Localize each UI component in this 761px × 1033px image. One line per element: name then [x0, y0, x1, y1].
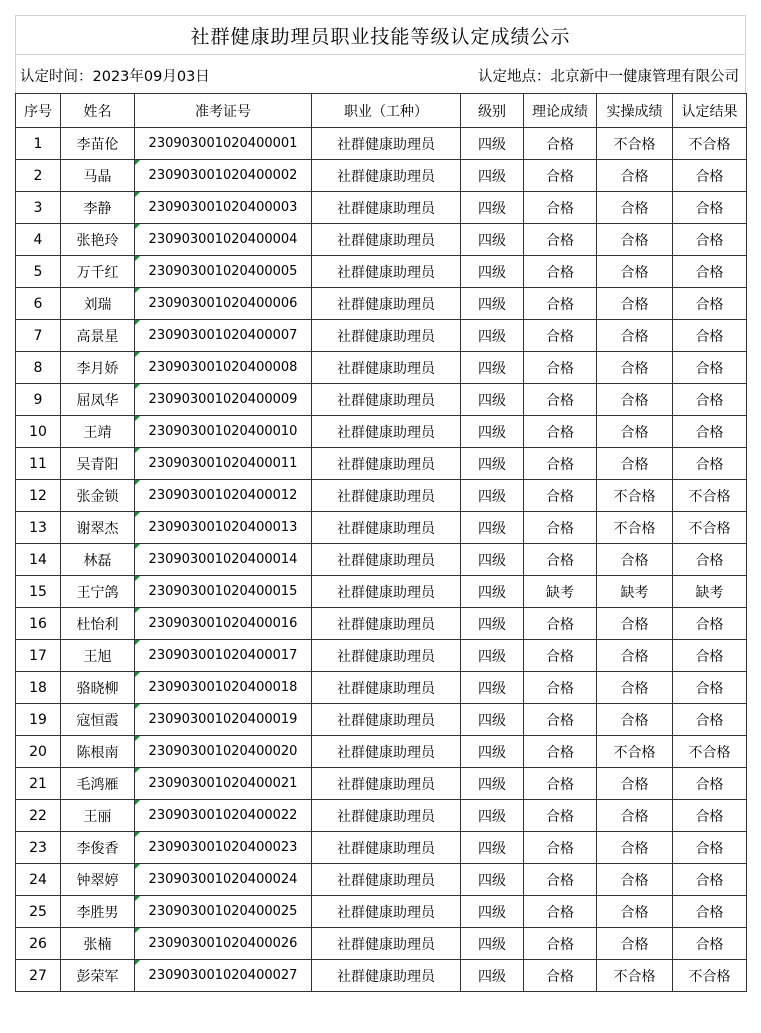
cell-ticket[interactable]: 230903001020400023: [135, 832, 312, 864]
cell-result[interactable]: 合格: [673, 800, 747, 832]
cell-index[interactable]: 20: [16, 736, 61, 768]
cell-practical[interactable]: 合格: [597, 448, 673, 480]
cell-occupation[interactable]: 社群健康助理员: [312, 640, 461, 672]
exam-location: 认定地点：北京新中一健康管理有限公司: [478, 69, 739, 85]
cell-practical[interactable]: 不合格: [597, 480, 673, 512]
cell-theory[interactable]: 缺考: [524, 576, 597, 608]
cell-theory[interactable]: 合格: [524, 480, 597, 512]
cell-result[interactable]: 合格: [673, 704, 747, 736]
cell-index[interactable]: 6: [16, 288, 61, 320]
header-result: 认定结果: [673, 94, 747, 128]
cell-name[interactable]: 谢翠杰: [61, 512, 135, 544]
cell-theory[interactable]: 合格: [524, 960, 597, 992]
cell-index[interactable]: 25: [16, 896, 61, 928]
cell-occupation[interactable]: 社群健康助理员: [312, 736, 461, 768]
cell-theory[interactable]: 合格: [524, 608, 597, 640]
table-row: [16, 256, 747, 288]
table-row: [16, 928, 747, 960]
cell-name[interactable]: 张艳玲: [61, 224, 135, 256]
cell-name[interactable]: 骆晓柳: [61, 672, 135, 704]
table-row: [16, 416, 747, 448]
cell-result[interactable]: 不合格: [673, 128, 747, 160]
cell-name[interactable]: 毛鸿雁: [61, 768, 135, 800]
cell-result[interactable]: 合格: [673, 672, 747, 704]
cell-level[interactable]: 四级: [461, 576, 524, 608]
cell-level[interactable]: 四级: [461, 896, 524, 928]
cell-level[interactable]: 四级: [461, 864, 524, 896]
cell-level[interactable]: 四级: [461, 672, 524, 704]
cell-name[interactable]: 李苗伦: [61, 128, 135, 160]
cell-result[interactable]: 合格: [673, 320, 747, 352]
cell-result[interactable]: 不合格: [673, 512, 747, 544]
cell-index[interactable]: 10: [16, 416, 61, 448]
cell-ticket[interactable]: 230903001020400021: [135, 768, 312, 800]
cell-occupation[interactable]: 社群健康助理员: [312, 576, 461, 608]
cell-practical[interactable]: 合格: [597, 800, 673, 832]
cell-occupation[interactable]: 社群健康助理员: [312, 352, 461, 384]
header-practical: 实操成绩: [597, 94, 673, 128]
cell-index[interactable]: 5: [16, 256, 61, 288]
cell-ticket[interactable]: 230903001020400006: [135, 288, 312, 320]
cell-occupation[interactable]: 社群健康助理员: [312, 160, 461, 192]
table-row: [16, 864, 747, 896]
cell-ticket[interactable]: 230903001020400003: [135, 192, 312, 224]
cell-name[interactable]: 林磊: [61, 544, 135, 576]
cell-ticket[interactable]: 230903001020400008: [135, 352, 312, 384]
table-row: [16, 768, 747, 800]
table-row: [16, 736, 747, 768]
cell-practical[interactable]: 缺考: [597, 576, 673, 608]
cell-ticket[interactable]: 230903001020400016: [135, 608, 312, 640]
cell-occupation[interactable]: 社群健康助理员: [312, 544, 461, 576]
cell-name[interactable]: 张金锁: [61, 480, 135, 512]
cell-occupation[interactable]: 社群健康助理员: [312, 960, 461, 992]
cell-practical[interactable]: 合格: [597, 704, 673, 736]
meta-row: [15, 55, 746, 93]
cell-ticket[interactable]: 230903001020400024: [135, 864, 312, 896]
table-row: [16, 480, 747, 512]
cell-theory[interactable]: 合格: [524, 800, 597, 832]
cell-theory[interactable]: 合格: [524, 384, 597, 416]
cell-practical[interactable]: 合格: [597, 672, 673, 704]
cell-result[interactable]: 合格: [673, 352, 747, 384]
cell-ticket[interactable]: 230903001020400018: [135, 672, 312, 704]
cell-index[interactable]: 19: [16, 704, 61, 736]
cell-level[interactable]: 四级: [461, 352, 524, 384]
cell-name[interactable]: 李月娇: [61, 352, 135, 384]
cell-theory[interactable]: 合格: [524, 704, 597, 736]
cell-occupation[interactable]: 社群健康助理员: [312, 832, 461, 864]
cell-occupation[interactable]: 社群健康助理员: [312, 448, 461, 480]
cell-name[interactable]: 杜怡利: [61, 608, 135, 640]
cell-occupation[interactable]: 社群健康助理员: [312, 928, 461, 960]
table-row: [16, 640, 747, 672]
cell-name[interactable]: 李静: [61, 192, 135, 224]
cell-name[interactable]: 刘瑞: [61, 288, 135, 320]
cell-result[interactable]: 合格: [673, 288, 747, 320]
exam-date: 认定时间：2023年09月03日: [20, 69, 210, 85]
cell-level[interactable]: 四级: [461, 192, 524, 224]
cell-theory[interactable]: 合格: [524, 896, 597, 928]
cell-result[interactable]: 合格: [673, 768, 747, 800]
cell-practical[interactable]: 不合格: [597, 736, 673, 768]
table-row: [16, 704, 747, 736]
cell-occupation[interactable]: 社群健康助理员: [312, 896, 461, 928]
cell-name[interactable]: 寇恒霞: [61, 704, 135, 736]
cell-ticket[interactable]: 230903001020400019: [135, 704, 312, 736]
cell-occupation[interactable]: 社群健康助理员: [312, 192, 461, 224]
cell-level[interactable]: 四级: [461, 640, 524, 672]
cell-name[interactable]: 张楠: [61, 928, 135, 960]
cell-theory[interactable]: 合格: [524, 192, 597, 224]
cell-result[interactable]: 合格: [673, 928, 747, 960]
cell-name[interactable]: 吴青阳: [61, 448, 135, 480]
cell-occupation[interactable]: 社群健康助理员: [312, 704, 461, 736]
cell-level[interactable]: 四级: [461, 480, 524, 512]
cell-theory[interactable]: 合格: [524, 416, 597, 448]
cell-theory[interactable]: 合格: [524, 672, 597, 704]
cell-index[interactable]: 7: [16, 320, 61, 352]
cell-practical[interactable]: 合格: [597, 896, 673, 928]
cell-theory[interactable]: 合格: [524, 288, 597, 320]
table-row: [16, 352, 747, 384]
cell-ticket[interactable]: 230903001020400009: [135, 384, 312, 416]
cell-index[interactable]: 23: [16, 832, 61, 864]
cell-practical[interactable]: 不合格: [597, 128, 673, 160]
cell-name[interactable]: 高景星: [61, 320, 135, 352]
table-header-row: [16, 94, 747, 128]
cell-result[interactable]: 缺考: [673, 576, 747, 608]
cell-theory[interactable]: 合格: [524, 160, 597, 192]
cell-name[interactable]: 屈凤华: [61, 384, 135, 416]
cell-practical[interactable]: 合格: [597, 608, 673, 640]
cell-index[interactable]: 24: [16, 864, 61, 896]
cell-practical[interactable]: 合格: [597, 768, 673, 800]
cell-occupation[interactable]: 社群健康助理员: [312, 384, 461, 416]
cell-practical[interactable]: 合格: [597, 864, 673, 896]
cell-level[interactable]: 四级: [461, 832, 524, 864]
cell-level[interactable]: 四级: [461, 736, 524, 768]
cell-ticket[interactable]: 230903001020400025: [135, 896, 312, 928]
cell-index[interactable]: 8: [16, 352, 61, 384]
header-level: 级别: [461, 94, 524, 128]
header-ticket: 准考证号: [135, 94, 312, 128]
cell-occupation[interactable]: 社群健康助理员: [312, 608, 461, 640]
header-theory: 理论成绩: [524, 94, 597, 128]
cell-practical[interactable]: 合格: [597, 224, 673, 256]
cell-level[interactable]: 四级: [461, 256, 524, 288]
cell-level[interactable]: 四级: [461, 416, 524, 448]
cell-occupation[interactable]: 社群健康助理员: [312, 672, 461, 704]
cell-level[interactable]: 四级: [461, 928, 524, 960]
cell-result[interactable]: 合格: [673, 192, 747, 224]
cell-index[interactable]: 2: [16, 160, 61, 192]
cell-result[interactable]: 合格: [673, 832, 747, 864]
cell-result[interactable]: 合格: [673, 640, 747, 672]
cell-practical[interactable]: 合格: [597, 640, 673, 672]
cell-name[interactable]: 彭荣军: [61, 960, 135, 992]
cell-index[interactable]: 16: [16, 608, 61, 640]
cell-level[interactable]: 四级: [461, 512, 524, 544]
cell-index[interactable]: 27: [16, 960, 61, 992]
table-row: [16, 576, 747, 608]
table-row: [16, 832, 747, 864]
cell-ticket[interactable]: 230903001020400011: [135, 448, 312, 480]
cell-name[interactable]: 李俊香: [61, 832, 135, 864]
cell-occupation[interactable]: 社群健康助理员: [312, 512, 461, 544]
cell-name[interactable]: 陈根南: [61, 736, 135, 768]
table-row: [16, 448, 747, 480]
cell-theory[interactable]: 合格: [524, 928, 597, 960]
cell-occupation[interactable]: 社群健康助理员: [312, 416, 461, 448]
cell-index[interactable]: 12: [16, 480, 61, 512]
table-row: [16, 672, 747, 704]
cell-practical[interactable]: 合格: [597, 928, 673, 960]
cell-index[interactable]: 11: [16, 448, 61, 480]
cell-occupation[interactable]: 社群健康助理员: [312, 768, 461, 800]
cell-occupation[interactable]: 社群健康助理员: [312, 864, 461, 896]
header-occupation: 职业（工种）: [312, 94, 461, 128]
cell-name[interactable]: 王宁鸽: [61, 576, 135, 608]
cell-index[interactable]: 4: [16, 224, 61, 256]
cell-occupation[interactable]: 社群健康助理员: [312, 800, 461, 832]
cell-theory[interactable]: 合格: [524, 640, 597, 672]
cell-index[interactable]: 22: [16, 800, 61, 832]
table-row: [16, 896, 747, 928]
cell-practical[interactable]: 合格: [597, 256, 673, 288]
cell-result[interactable]: 不合格: [673, 480, 747, 512]
cell-result[interactable]: 合格: [673, 256, 747, 288]
cell-result[interactable]: 不合格: [673, 960, 747, 992]
cell-theory[interactable]: 合格: [524, 736, 597, 768]
table-row: [16, 384, 747, 416]
header-name: 姓名: [61, 94, 135, 128]
cell-ticket[interactable]: 230903001020400004: [135, 224, 312, 256]
cell-index[interactable]: 18: [16, 672, 61, 704]
cell-ticket[interactable]: 230903001020400007: [135, 320, 312, 352]
cell-theory[interactable]: 合格: [524, 320, 597, 352]
cell-level[interactable]: 四级: [461, 800, 524, 832]
cell-ticket[interactable]: 230903001020400020: [135, 736, 312, 768]
cell-name[interactable]: 钟翠婷: [61, 864, 135, 896]
cell-name[interactable]: 王丽: [61, 800, 135, 832]
cell-index[interactable]: 26: [16, 928, 61, 960]
cell-practical[interactable]: 合格: [597, 352, 673, 384]
table-body: [16, 128, 747, 992]
cell-theory[interactable]: 合格: [524, 448, 597, 480]
cell-ticket[interactable]: 230903001020400017: [135, 640, 312, 672]
cell-level[interactable]: 四级: [461, 448, 524, 480]
table-row: [16, 160, 747, 192]
cell-level[interactable]: 四级: [461, 160, 524, 192]
cell-result[interactable]: 合格: [673, 384, 747, 416]
cell-practical[interactable]: 不合格: [597, 960, 673, 992]
cell-name[interactable]: 王靖: [61, 416, 135, 448]
table-row: [16, 512, 747, 544]
cell-result[interactable]: 合格: [673, 448, 747, 480]
cell-name[interactable]: 万千红: [61, 256, 135, 288]
cell-index[interactable]: 13: [16, 512, 61, 544]
cell-index[interactable]: 3: [16, 192, 61, 224]
cell-ticket[interactable]: 230903001020400013: [135, 512, 312, 544]
cell-index[interactable]: 15: [16, 576, 61, 608]
cell-result[interactable]: 合格: [673, 416, 747, 448]
cell-result[interactable]: 不合格: [673, 736, 747, 768]
cell-level[interactable]: 四级: [461, 608, 524, 640]
table-row: [16, 800, 747, 832]
cell-theory[interactable]: 合格: [524, 864, 597, 896]
cell-ticket[interactable]: 230903001020400010: [135, 416, 312, 448]
table-row: [16, 320, 747, 352]
cell-practical[interactable]: 合格: [597, 384, 673, 416]
cell-theory[interactable]: 合格: [524, 544, 597, 576]
cell-theory[interactable]: 合格: [524, 832, 597, 864]
cell-practical[interactable]: 合格: [597, 192, 673, 224]
cell-practical[interactable]: 合格: [597, 320, 673, 352]
cell-theory[interactable]: 合格: [524, 256, 597, 288]
cell-ticket[interactable]: 230903001020400012: [135, 480, 312, 512]
cell-index[interactable]: 21: [16, 768, 61, 800]
table-row: [16, 288, 747, 320]
cell-name[interactable]: 李胜男: [61, 896, 135, 928]
cell-result[interactable]: 合格: [673, 608, 747, 640]
cell-ticket[interactable]: 230903001020400015: [135, 576, 312, 608]
header-index: 序号: [16, 94, 61, 128]
cell-theory[interactable]: 合格: [524, 224, 597, 256]
cell-level[interactable]: 四级: [461, 288, 524, 320]
table-row: [16, 192, 747, 224]
cell-practical[interactable]: 合格: [597, 288, 673, 320]
table-row: [16, 608, 747, 640]
cell-practical[interactable]: 合格: [597, 832, 673, 864]
cell-occupation[interactable]: 社群健康助理员: [312, 256, 461, 288]
cell-level[interactable]: 四级: [461, 704, 524, 736]
results-table: [15, 93, 747, 992]
cell-result[interactable]: 合格: [673, 864, 747, 896]
cell-ticket[interactable]: 230903001020400001: [135, 128, 312, 160]
cell-name[interactable]: 马晶: [61, 160, 135, 192]
cell-occupation[interactable]: 社群健康助理员: [312, 288, 461, 320]
cell-name[interactable]: 王旭: [61, 640, 135, 672]
cell-occupation[interactable]: 社群健康助理员: [312, 224, 461, 256]
cell-ticket[interactable]: 230903001020400014: [135, 544, 312, 576]
table-row: [16, 128, 747, 160]
cell-level[interactable]: 四级: [461, 128, 524, 160]
cell-theory[interactable]: 合格: [524, 352, 597, 384]
cell-theory[interactable]: 合格: [524, 128, 597, 160]
page-title-text: 社群健康助理员职业技能等级认定成绩公示: [190, 25, 571, 48]
cell-result[interactable]: 合格: [673, 160, 747, 192]
cell-result[interactable]: 合格: [673, 896, 747, 928]
cell-level[interactable]: 四级: [461, 960, 524, 992]
cell-practical[interactable]: 合格: [597, 544, 673, 576]
page-title: [15, 15, 746, 55]
cell-occupation[interactable]: 社群健康助理员: [312, 320, 461, 352]
table-row: [16, 544, 747, 576]
cell-index[interactable]: 1: [16, 128, 61, 160]
cell-result[interactable]: 合格: [673, 544, 747, 576]
cell-ticket[interactable]: 230903001020400027: [135, 960, 312, 992]
cell-level[interactable]: 四级: [461, 320, 524, 352]
cell-level[interactable]: 四级: [461, 384, 524, 416]
cell-practical[interactable]: 不合格: [597, 512, 673, 544]
cell-index[interactable]: 17: [16, 640, 61, 672]
cell-level[interactable]: 四级: [461, 544, 524, 576]
cell-theory[interactable]: 合格: [524, 768, 597, 800]
cell-occupation[interactable]: 社群健康助理员: [312, 480, 461, 512]
table-row: [16, 960, 747, 992]
cell-level[interactable]: 四级: [461, 768, 524, 800]
cell-ticket[interactable]: 230903001020400005: [135, 256, 312, 288]
table-row: [16, 224, 747, 256]
cell-ticket[interactable]: 230903001020400026: [135, 928, 312, 960]
cell-ticket[interactable]: 230903001020400002: [135, 160, 312, 192]
cell-practical[interactable]: 合格: [597, 160, 673, 192]
cell-index[interactable]: 14: [16, 544, 61, 576]
cell-practical[interactable]: 合格: [597, 416, 673, 448]
cell-theory[interactable]: 合格: [524, 512, 597, 544]
cell-level[interactable]: 四级: [461, 224, 524, 256]
cell-ticket[interactable]: 230903001020400022: [135, 800, 312, 832]
cell-occupation[interactable]: 社群健康助理员: [312, 128, 461, 160]
cell-result[interactable]: 合格: [673, 224, 747, 256]
cell-index[interactable]: 9: [16, 384, 61, 416]
